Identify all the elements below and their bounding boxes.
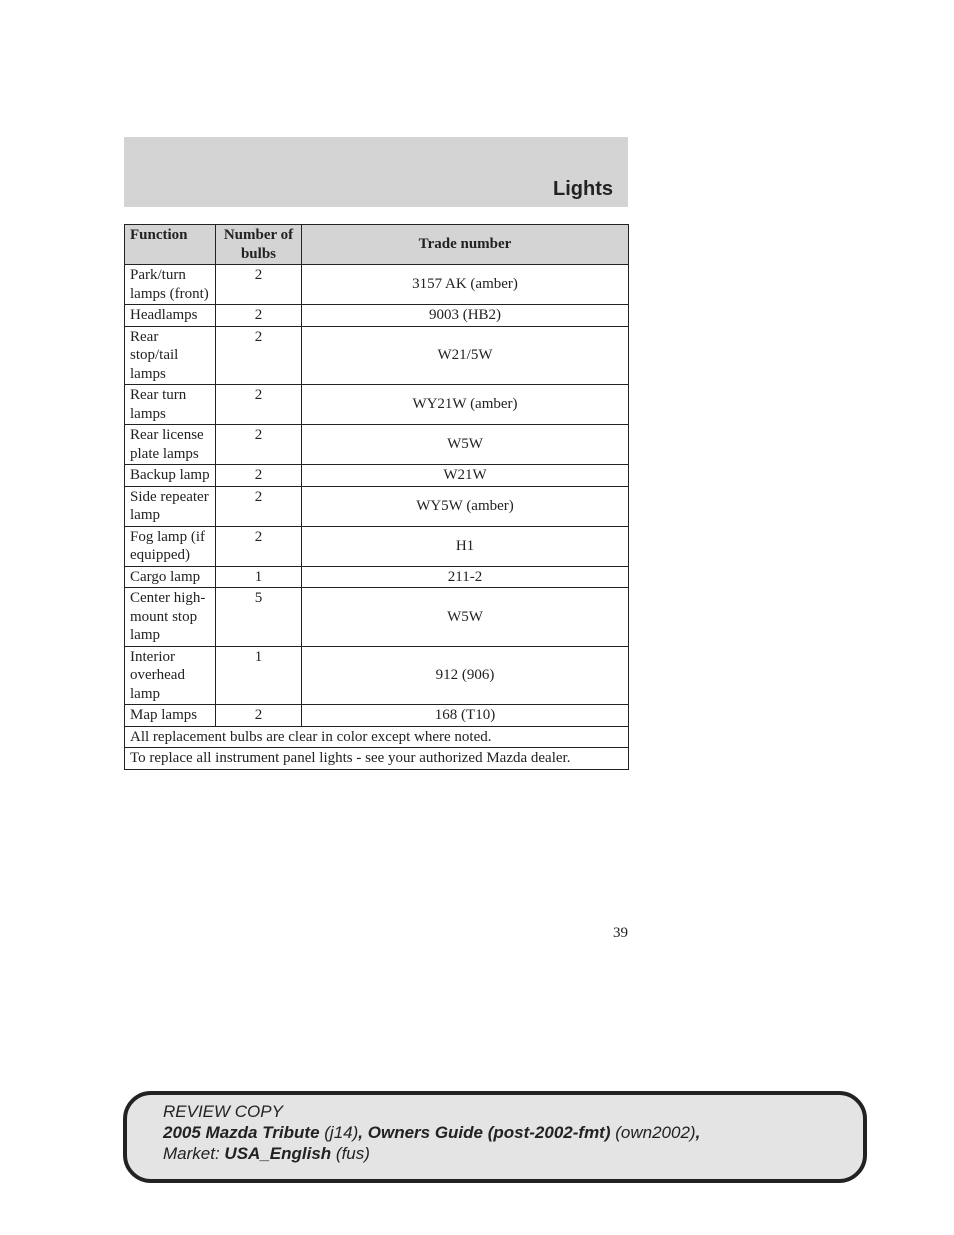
function-cell: Map lamps [125,705,216,727]
table-row [125,385,629,425]
section-header-band [124,137,628,207]
header-function: Function [125,225,216,265]
footer-text [163,1101,700,1164]
function-cell: Rear turn lamps [125,385,216,425]
function-cell: Backup lamp [125,465,216,487]
table-row [125,326,629,385]
bulbs-cell: 2 [216,705,302,727]
trade-cell: W5W [302,425,629,465]
footer-separator: , [358,1123,364,1142]
table-row [125,705,629,727]
footer-guide: Owners Guide (post-2002-fmt) [367,1123,611,1142]
trade-cell: H1 [302,526,629,566]
trade-cell: 211-2 [302,566,629,588]
table-row [125,425,629,465]
header-number-of-bulbs: Number of bulbs [216,225,302,265]
function-cell: Rear stop/tail lamps [125,326,216,385]
footer-market-line [163,1143,700,1164]
review-copy-label: REVIEW COPY [163,1102,283,1121]
function-cell: Interior overhead lamp [125,646,216,705]
trade-cell: 912 (906) [302,646,629,705]
table-row [125,566,629,588]
footer-vehicle: 2005 Mazda Tribute [163,1123,320,1142]
footer-vehicle-code: (j14) [324,1123,359,1142]
footer-publication-line [163,1122,700,1143]
section-title: Lights [553,178,613,200]
table-header-row [125,225,629,265]
bulbs-cell: 2 [216,265,302,305]
function-cell: Fog lamp (if equipped) [125,526,216,566]
table-note: To replace all instrument panel lights - see your authorized Mazda dealer. [125,748,629,770]
bulbs-cell: 1 [216,566,302,588]
table-row [125,486,629,526]
footer-market: USA_English [224,1144,332,1163]
footer-guide-code: (own2002) [615,1123,696,1142]
function-cell: Park/turn lamps (front) [125,265,216,305]
trade-cell: W5W [302,588,629,647]
bulbs-cell: 2 [216,486,302,526]
function-cell: Rear license plate lamps [125,425,216,465]
bulbs-cell: 2 [216,385,302,425]
table-note: All replacement bulbs are clear in color except where noted. [125,726,629,748]
trade-cell: 9003 (HB2) [302,305,629,327]
trade-cell: WY21W (amber) [302,385,629,425]
function-cell: Cargo lamp [125,566,216,588]
trade-cell: W21/5W [302,326,629,385]
bulbs-cell: 2 [216,526,302,566]
bulbs-cell: 5 [216,588,302,647]
trade-cell: WY5W (amber) [302,486,629,526]
bulb-table [124,224,629,770]
table-row [125,305,629,327]
bulbs-cell: 2 [216,326,302,385]
footer-separator: , [695,1123,701,1142]
table-row [125,646,629,705]
page-number: 39 [613,925,628,941]
header-trade-number: Trade number [302,225,629,265]
bulbs-cell: 2 [216,465,302,487]
bulbs-cell: 2 [216,425,302,465]
table-row [125,526,629,566]
function-cell: Headlamps [125,305,216,327]
table-row [125,588,629,647]
function-cell: Side repeater lamp [125,486,216,526]
bulbs-cell: 2 [216,305,302,327]
trade-cell: 3157 AK (amber) [302,265,629,305]
table-row [125,265,629,305]
table-note-row [125,748,629,770]
footer-market-code: (fus) [335,1144,370,1163]
trade-cell: W21W [302,465,629,487]
footer-market-label: Market: [163,1144,220,1163]
table-note-row [125,726,629,748]
review-copy-footer [123,1091,867,1183]
function-cell: Center high-mount stop lamp [125,588,216,647]
bulbs-cell: 1 [216,646,302,705]
table-row [125,465,629,487]
trade-cell: 168 (T10) [302,705,629,727]
